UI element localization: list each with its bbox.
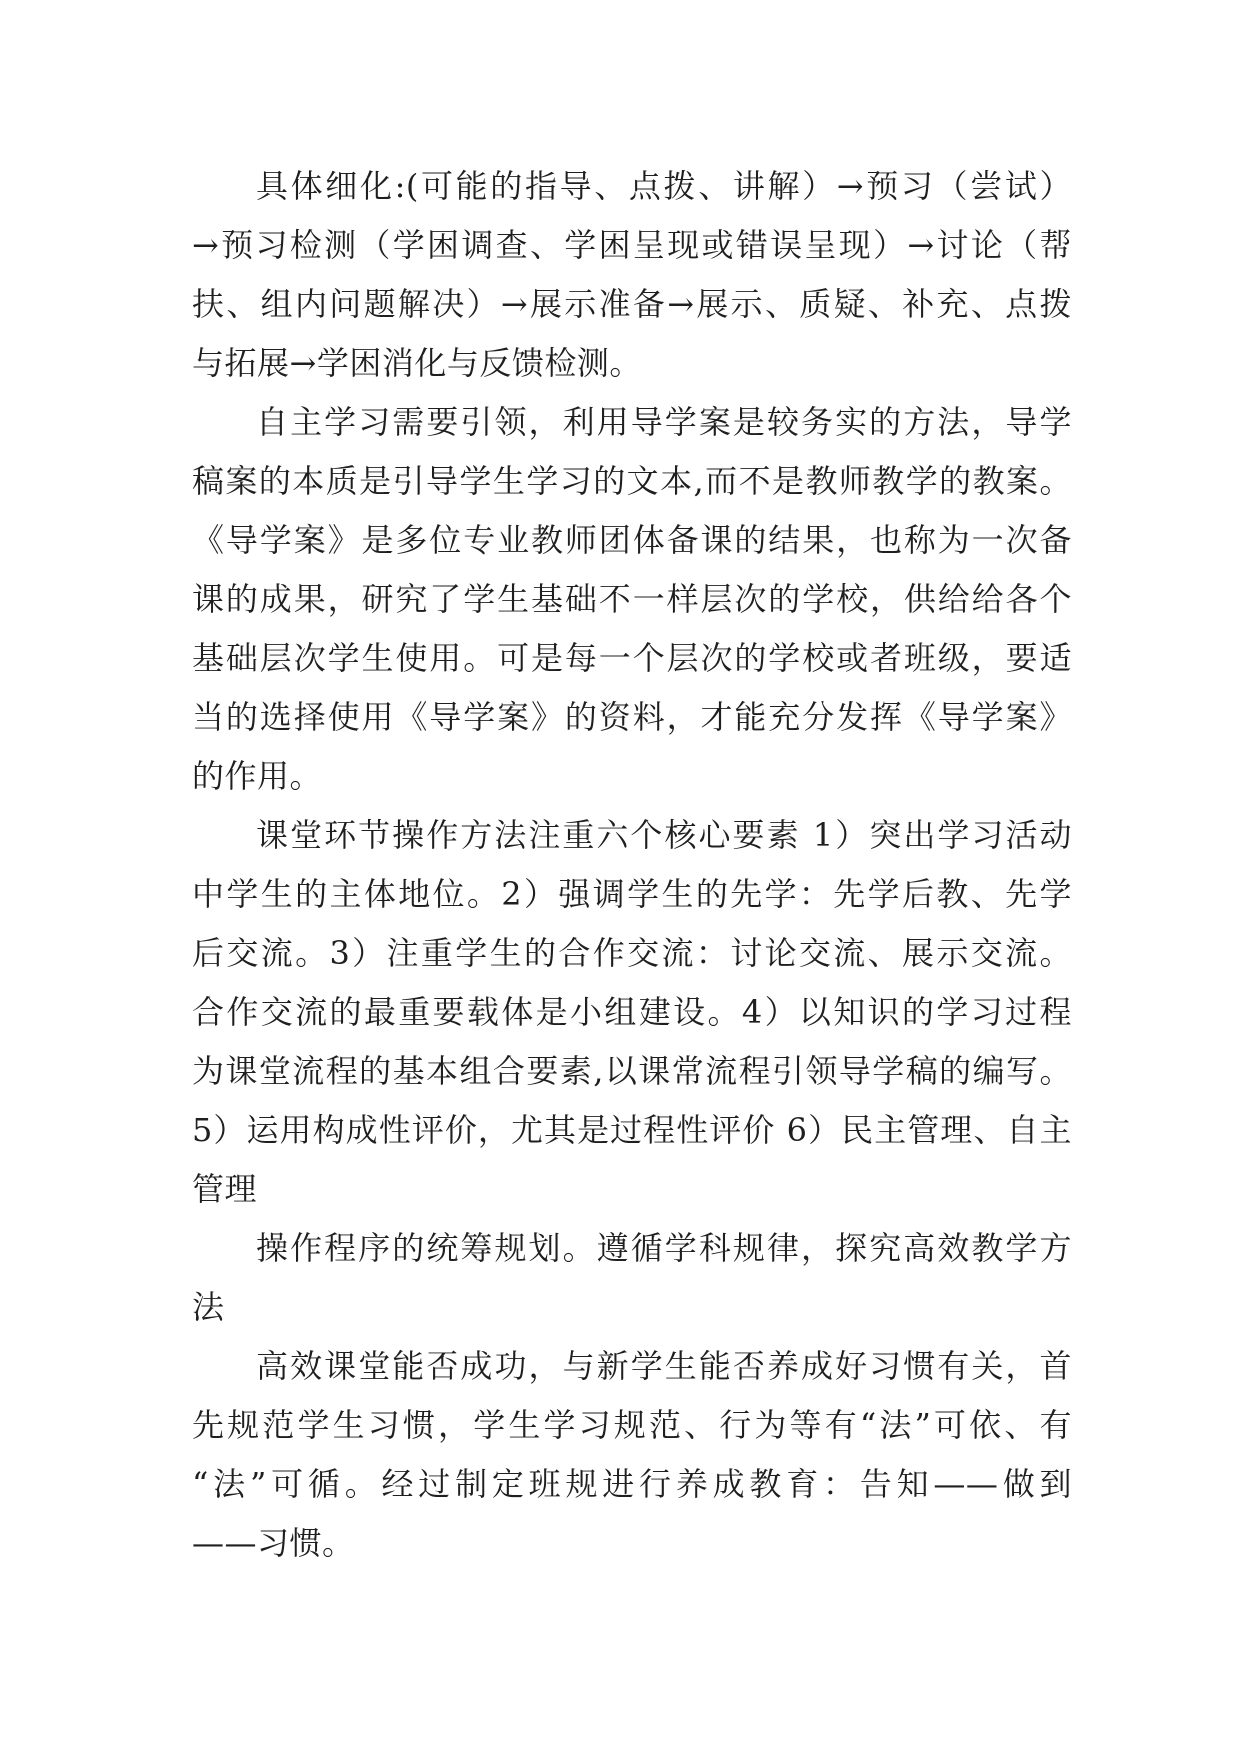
- text-line: 自主学习需要引领，利用导学案是较务实的方法，导学: [256, 403, 1072, 441]
- text-line: 《导学案》是多位专业教师团体备课的结果，也称为一次备: [192, 521, 1072, 559]
- paragraph: [192, 806, 1072, 1219]
- text-line: 法: [192, 1288, 225, 1326]
- text-line: 具体细化:(可能的指导、点拨、讲解）→预习（尝试）: [256, 167, 1072, 205]
- text-line: 扶、组内问题解决）→展示准备→展示、质疑、补充、点拨: [192, 285, 1072, 323]
- paragraph: [192, 1219, 1072, 1337]
- paragraph: [192, 393, 1072, 806]
- text-line: 后交流。3）注重学生的合作交流：讨论交流、展示交流。: [192, 934, 1072, 972]
- text-line: 为课堂流程的基本组合要素,以课常流程引领导学稿的编写。: [192, 1052, 1072, 1090]
- text-line: “法”可循。经过制定班规进行养成教育：告知——做到: [192, 1465, 1072, 1503]
- document-body: [192, 157, 1072, 1573]
- text-line: 管理: [192, 1170, 258, 1208]
- text-line: 高效课堂能否成功，与新学生能否养成好习惯有关，首: [256, 1347, 1072, 1385]
- text-line: 当的选择使用《导学案》的资料，才能充分发挥《导学案》: [192, 698, 1072, 736]
- text-line: →预习检测（学困调查、学困呈现或错误呈现）→讨论（帮: [192, 226, 1072, 264]
- text-line: 课堂环节操作方法注重六个核心要素 1）突出学习活动: [256, 816, 1072, 854]
- paragraph: [192, 1337, 1072, 1573]
- paragraph: [192, 157, 1072, 393]
- text-line: 5）运用构成性评价，尤其是过程性评价 6）民主管理、自主: [192, 1111, 1072, 1149]
- text-line: ——习惯。: [192, 1524, 355, 1562]
- text-line: 与拓展→学困消化与反馈检测。: [192, 344, 642, 382]
- text-line: 稿案的本质是引导学生学习的文本,而不是教师教学的教案。: [192, 462, 1072, 500]
- text-line: 的作用。: [192, 757, 323, 795]
- text-line: 基础层次学生使用。可是每一个层次的学校或者班级，要适: [192, 639, 1072, 677]
- text-line: 课的成果，研究了学生基础不一样层次的学校，供给给各个: [192, 580, 1072, 618]
- text-line: 中学生的主体地位。2）强调学生的先学：先学后教、先学: [192, 875, 1072, 913]
- text-line: 先规范学生习惯，学生学习规范、行为等有“法”可依、有: [192, 1406, 1072, 1444]
- text-line: 合作交流的最重要载体是小组建设。4）以知识的学习过程: [192, 993, 1072, 1031]
- text-line: 操作程序的统筹规划。遵循学科规律，探究高效教学方: [256, 1229, 1072, 1267]
